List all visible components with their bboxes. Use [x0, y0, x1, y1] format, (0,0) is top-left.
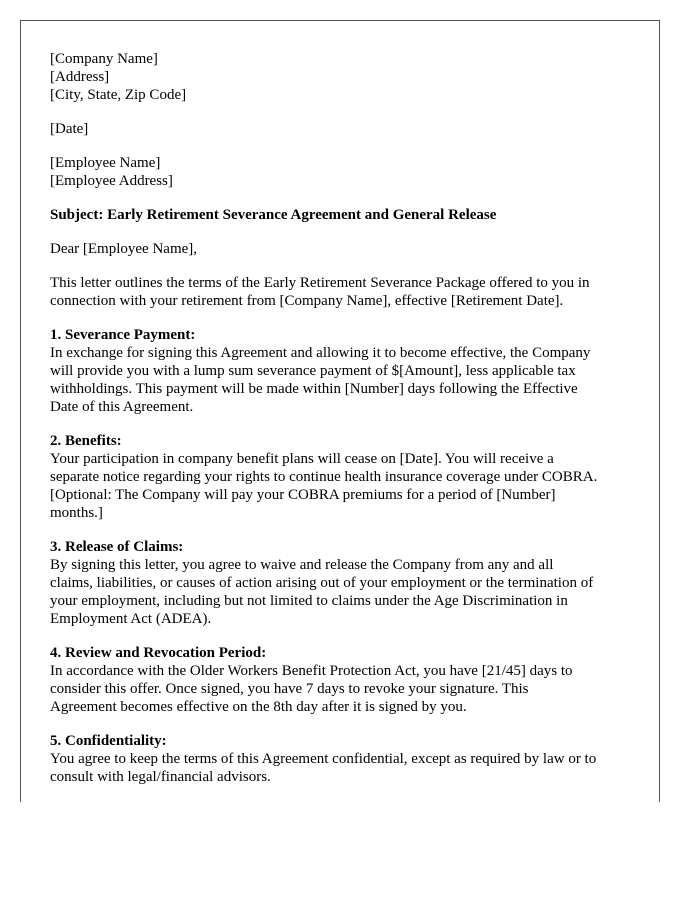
section-line: Your participation in company benefit plans will cease on [Date]. You will receive a: [50, 451, 554, 467]
section-review-revocation: [50, 644, 640, 716]
section-line: consult with legal/financial advisors.: [50, 769, 271, 785]
sender-city-state-zip: [City, State, Zip Code]: [50, 87, 187, 103]
sender-company-name: [Company Name]: [50, 51, 158, 67]
letter-page: [20, 20, 660, 802]
intro-line: This letter outlines the terms of the Early Retirement Severance Package offered to you in: [50, 275, 590, 291]
section-line: In accordance with the Older Workers Benefit Protection Act, you have [21/45] days to: [50, 663, 573, 679]
salutation: Dear [Employee Name],: [50, 241, 198, 257]
section-line: withholdings. This payment will be made within [Number] days following the Effective: [50, 381, 578, 397]
sender-address: [Address]: [50, 69, 110, 85]
section-line: Agreement becomes effective on the 8th day after it is signed by you.: [50, 699, 467, 715]
recipient-block: [50, 154, 640, 190]
section-heading: 4. Review and Revocation Period:: [50, 645, 267, 661]
intro-paragraph: [50, 274, 640, 310]
letter-date: [Date]: [50, 121, 89, 137]
section-line: In exchange for signing this Agreement and allowing it to become effective, the Company: [50, 345, 591, 361]
section-line: consider this offer. Once signed, you have 7 days to revoke your signature. This: [50, 681, 529, 697]
recipient-name: [Employee Name]: [50, 155, 161, 171]
section-line: claims, liabilities, or causes of action arising out of your employment or the termination of: [50, 575, 594, 591]
sender-block: [50, 50, 640, 104]
section-heading: 2. Benefits:: [50, 433, 122, 449]
section-release-of-claims: [50, 538, 640, 628]
recipient-address: [Employee Address]: [50, 173, 173, 189]
section-line: By signing this letter, you agree to waive and release the Company from any and all: [50, 557, 554, 573]
section-line: Date of this Agreement.: [50, 399, 194, 415]
intro-line: connection with your retirement from [Company Name], effective [Retirement Date].: [50, 293, 564, 309]
section-confidentiality: [50, 732, 640, 786]
section-line: will provide you with a lump sum severance payment of $[Amount], less applicable tax: [50, 363, 576, 379]
subject-line: Subject: Early Retirement Severance Agreement and General Release: [50, 207, 497, 223]
section-line: [Optional: The Company will pay your COBRA premiums for a period of [Number]: [50, 487, 556, 503]
section-heading: 1. Severance Payment:: [50, 327, 196, 343]
section-benefits: [50, 432, 640, 522]
section-line: your employment, including but not limited to claims under the Age Discrimination in: [50, 593, 568, 609]
salutation-block: [50, 240, 640, 258]
section-severance-payment: [50, 326, 640, 416]
date-block: [50, 120, 640, 138]
section-heading: 5. Confidentiality:: [50, 733, 167, 749]
section-heading: 3. Release of Claims:: [50, 539, 184, 555]
section-line: months.]: [50, 505, 103, 521]
section-line: You agree to keep the terms of this Agreement confidential, except as required by law or to: [50, 751, 597, 767]
section-line: Employment Act (ADEA).: [50, 611, 212, 627]
letter-content: [50, 50, 640, 802]
section-line: separate notice regarding your rights to continue health insurance coverage under COBRA.: [50, 469, 598, 485]
subject-block: [50, 206, 640, 224]
